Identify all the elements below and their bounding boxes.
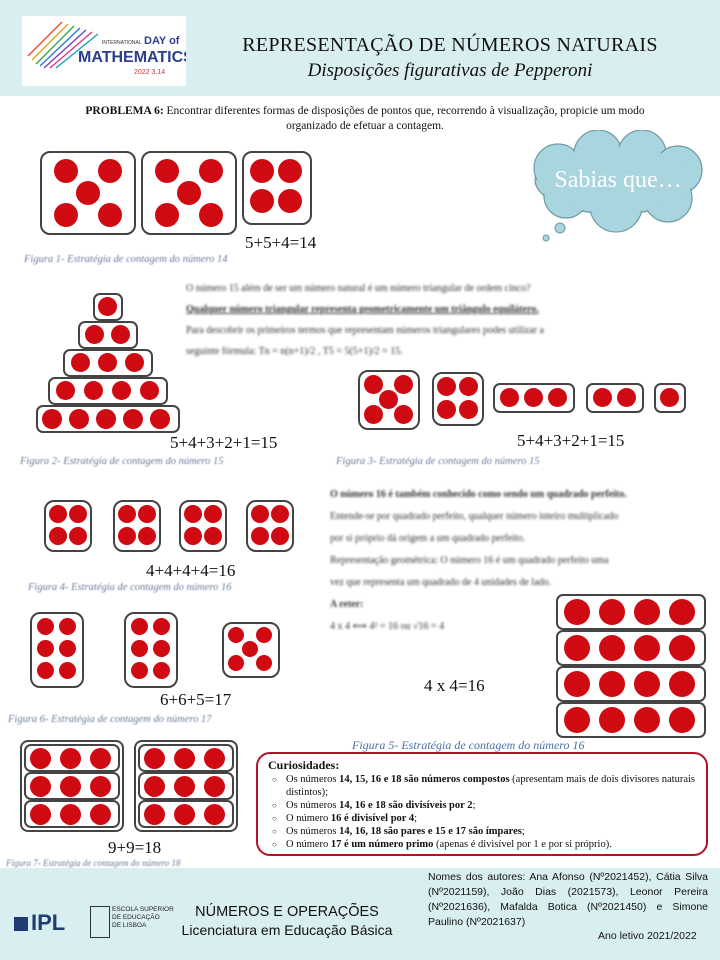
pepperoni-dot (140, 381, 159, 400)
pepperoni-dot (56, 381, 75, 400)
pepperoni-dot (155, 203, 179, 227)
course-title: NÚMEROS E OPERAÇÕES (195, 904, 379, 920)
svg-text:DAY of: DAY of (144, 35, 180, 47)
pepperoni-dot (30, 804, 51, 825)
pepperoni-dot (617, 388, 636, 407)
pepperoni-dot (85, 325, 104, 344)
bar-two (586, 383, 644, 413)
pepperoni-dot (174, 776, 195, 797)
pepperoni-dot (98, 297, 117, 316)
grid-row (24, 800, 120, 828)
course-subtitle: Licenciatura em Educação Básica (181, 922, 393, 938)
pepperoni-dot (204, 505, 222, 523)
svg-text:INTERNATIONAL: INTERNATIONAL (102, 40, 142, 46)
pepperoni-dot (131, 662, 148, 679)
pepperoni-dot (228, 655, 244, 671)
pepperoni-dot (204, 527, 222, 545)
pepperoni-dot (271, 505, 289, 523)
ipl-logo (14, 910, 65, 936)
pepperoni-dot (90, 776, 111, 797)
school-crest-icon (90, 906, 110, 938)
pepperoni-dot (123, 409, 143, 429)
logo-graphic (22, 16, 186, 86)
pepperoni-dot (256, 655, 272, 671)
pepperoni-dot (548, 388, 567, 407)
pepperoni-dot (111, 325, 130, 344)
pepperoni-dot (599, 671, 625, 697)
pepperoni-dot (59, 640, 76, 657)
pepperoni-dot (37, 662, 54, 679)
pepperoni-dot (144, 804, 165, 825)
fig1-caption: Figura 1- Estratégia de contagem do número 14 (24, 254, 228, 265)
grid-row (24, 772, 120, 800)
curiosities-list (268, 773, 696, 851)
grid-nine-a (20, 740, 124, 832)
pepperoni-dot (199, 203, 223, 227)
die-four-a (44, 500, 92, 552)
triangle-row-5 (36, 405, 180, 433)
grid-row (24, 744, 120, 772)
die-six-b (124, 612, 178, 688)
triangular-number-text (186, 278, 702, 362)
text16-line7: 4 x 4 ⟺ 4² = 16 ou √16 = 4 (330, 621, 445, 632)
authors-text: Nomes dos autores: Ana Afonso (Nº2021452), Cátia Silva (Nº2021159), João Dias (2021573), Leonor Pereira (Nº2021636), Mafalda Botica (Nº2021450) e Simone Paulino (Nº2021637) (428, 871, 708, 928)
pepperoni-dot (118, 505, 136, 523)
pepperoni-dot (364, 375, 383, 394)
pepperoni-dot (174, 748, 195, 769)
bar-three (493, 383, 575, 413)
fig7-caption: Figura 7- Estratégia de contagem do número 18 (6, 858, 181, 868)
die-four-c (179, 500, 227, 552)
poster-title: REPRESENTAÇÃO DE NÚMEROS NATURAIS (242, 34, 658, 56)
pepperoni-dot (60, 804, 81, 825)
pepperoni-dot (98, 203, 122, 227)
pepperoni-dot (69, 527, 87, 545)
triangle-row-3 (63, 349, 153, 377)
grid-row (138, 800, 234, 828)
die-six-a (30, 612, 84, 688)
pepperoni-dot (131, 618, 148, 635)
die-five (40, 151, 136, 235)
triangle-row-4 (48, 377, 168, 405)
curiosities-box (256, 752, 708, 856)
pepperoni-dot (564, 635, 590, 661)
pepperoni-dot (564, 671, 590, 697)
pepperoni-dot (204, 748, 225, 769)
curiosity-item: ○ Os números 14, 16 e 18 são divisíveis por 2; (278, 799, 696, 812)
pepperoni-dot (184, 527, 202, 545)
text15-line1: O número 15 além de ser um número natural é um número triangular de ordem cinco? (186, 283, 531, 294)
pepperoni-dot (174, 804, 195, 825)
bar-one (654, 383, 686, 413)
pepperoni-dot (634, 599, 660, 625)
pepperoni-dot (96, 409, 116, 429)
pepperoni-dot (54, 203, 78, 227)
svg-text:2022 3.14: 2022 3.14 (134, 69, 166, 76)
pepperoni-dot (242, 641, 258, 657)
triangle-row-2 (78, 321, 138, 349)
grid-row (138, 772, 234, 800)
pepperoni-dot (271, 527, 289, 545)
pepperoni-dot (524, 388, 543, 407)
pepperoni-dot (153, 618, 170, 635)
die-five-small (358, 370, 420, 430)
pepperoni-dot (60, 748, 81, 769)
pepperoni-dot (59, 618, 76, 635)
pepperoni-dot (250, 159, 274, 183)
die-four-d (246, 500, 294, 552)
fig6-equation: 6+6+5=17 (160, 690, 232, 709)
pepperoni-dot (634, 635, 660, 661)
text16-line5: vez que representa um quadrado de 4 unidades de lado. (330, 577, 552, 588)
fig5-caption: Figura 5- Estratégia de contagem do número 16 (352, 738, 585, 752)
pepperoni-dot (564, 707, 590, 733)
pepperoni-dot (144, 748, 165, 769)
pepperoni-dot (251, 527, 269, 545)
fig2-caption: Figura 2- Estratégia de contagem do número 15 (20, 456, 224, 467)
square-row-4 (556, 702, 706, 738)
curiosity-item: ○ Os números 14, 16, 18 são pares e 15 e 17 são ímpares; (278, 825, 696, 838)
pepperoni-dot (634, 671, 660, 697)
poster-subtitle: Disposições figurativas de Pepperoni (307, 60, 593, 81)
die-four (242, 151, 312, 225)
pepperoni-dot (118, 527, 136, 545)
pepperoni-dot (177, 181, 201, 205)
pepperoni-dot (660, 388, 679, 407)
pepperoni-dot (564, 599, 590, 625)
pepperoni-dot (251, 505, 269, 523)
cloud-text: Sabias que… (554, 167, 682, 193)
fig4-equation: 4+4+4+4=16 (146, 561, 236, 580)
fig1-equation: 5+5+4=14 (245, 233, 317, 252)
die-four-b (113, 500, 161, 552)
curiosities-title: Curiosidades: (268, 758, 340, 772)
text15-line2: Qualquer número triangular representa geometricamente um triângulo equilátero. (186, 304, 539, 315)
pepperoni-dot (204, 804, 225, 825)
pepperoni-dot (49, 527, 67, 545)
pepperoni-dot (30, 748, 51, 769)
pepperoni-dot (30, 776, 51, 797)
pepperoni-dot (98, 159, 122, 183)
pepperoni-dot (278, 189, 302, 213)
square-row-2 (556, 630, 706, 666)
pepperoni-dot (69, 409, 89, 429)
curiosity-item: ○ O número 16 é divisível por 4; (278, 812, 696, 825)
pepperoni-dot (599, 635, 625, 661)
pepperoni-dot (59, 662, 76, 679)
pepperoni-dot (131, 640, 148, 657)
fig4-caption: Figura 4- Estratégia de contagem do número 16 (28, 582, 232, 593)
text16-line4: Representação geométrica: O número 16 é um quadrado perfeito uma (330, 555, 609, 566)
problem-text: Encontrar diferentes formas de disposições de pontos que, recorrendo à visualização, propicie um modo organizado de efetuar a contagem. (166, 105, 645, 132)
pepperoni-dot (184, 505, 202, 523)
pepperoni-dot (364, 405, 383, 424)
pepperoni-dot (437, 400, 456, 419)
pepperoni-dot (437, 377, 456, 396)
pepperoni-dot (669, 635, 695, 661)
ipl-logo-text: IPL (31, 910, 66, 935)
pepperoni-dot (394, 375, 413, 394)
pepperoni-dot (98, 353, 117, 372)
pepperoni-dot (669, 599, 695, 625)
pepperoni-dot (138, 505, 156, 523)
fig3-caption: Figura 3- Estratégia de contagem do número 15 (336, 456, 540, 467)
pepperoni-dot (90, 804, 111, 825)
die-five-c (222, 622, 280, 678)
pepperoni-dot (112, 381, 131, 400)
pepperoni-dot (634, 707, 660, 733)
triangle-row-1 (93, 293, 123, 321)
fig7-equation: 9+9=18 (108, 838, 162, 857)
curiosity-item: ○ Os números 14, 15, 16 e 18 são números compostos (apresentam mais de dois divisores naturais distintos); (278, 773, 696, 799)
problem-label: PROBLEMA 6: (85, 105, 164, 117)
square-row-1 (556, 594, 706, 630)
text16-line2: Entende-se por quadrado perfeito, qualquer número inteiro multiplicado (330, 511, 619, 522)
text15-line4: seguinte fórmula: Tn = n(n+1)/2 , T5 = 5(5+1)/2 = 15. (186, 346, 403, 357)
ipl-mark-icon (14, 917, 28, 931)
square-row-3 (556, 666, 706, 702)
pepperoni-dot (669, 707, 695, 733)
pepperoni-dot (60, 776, 81, 797)
grid-row (138, 744, 234, 772)
pi-day-logo (22, 16, 186, 86)
pepperoni-dot (599, 707, 625, 733)
svg-text:MATHEMATICS: MATHEMATICS (78, 49, 186, 66)
pepperoni-dot (76, 181, 100, 205)
pepperoni-dot (250, 189, 274, 213)
pepperoni-dot (90, 748, 111, 769)
pepperoni-dot (54, 159, 78, 183)
die-four-small (432, 372, 484, 426)
fig5-equation: 4 x 4=16 (424, 676, 485, 695)
pepperoni-dot (155, 159, 179, 183)
pepperoni-dot (69, 505, 87, 523)
pepperoni-dot (256, 627, 272, 643)
pepperoni-dot (500, 388, 519, 407)
pepperoni-dot (84, 381, 103, 400)
pepperoni-dot (199, 159, 223, 183)
pepperoni-dot (125, 353, 144, 372)
pepperoni-dot (153, 662, 170, 679)
curiosity-item: ○ O número 17 é um número primo (apenas é divisível por 1 e por si próprio). (278, 838, 696, 851)
pepperoni-dot (669, 671, 695, 697)
school-year: Ano letivo 2021/2022 (598, 930, 697, 942)
pepperoni-dot (278, 159, 302, 183)
pepperoni-dot (228, 627, 244, 643)
text15-line3: Para descobrir os primeiros termos que representam números triangulares podes utilizar a (186, 325, 544, 336)
pepperoni-dot (150, 409, 170, 429)
pepperoni-dot (71, 353, 90, 372)
pepperoni-dot (37, 618, 54, 635)
die-five (141, 151, 237, 235)
pepperoni-dot (459, 377, 478, 396)
text16-line3: por si próprio dá origem a um quadrado perfeito. (330, 533, 526, 544)
pepperoni-dot (144, 776, 165, 797)
pepperoni-dot (379, 390, 398, 409)
fig2-equation: 5+4+3+2+1=15 (170, 433, 278, 452)
fig6-caption: Figura 6- Estratégia de contagem do número 17 (8, 714, 212, 725)
fig3-equation: 5+4+3+2+1=15 (517, 431, 625, 450)
text16-line1: O número 16 é também conhecido como sendo um quadrado perfeito. (330, 489, 627, 500)
pepperoni-dot (204, 776, 225, 797)
pepperoni-dot (459, 400, 478, 419)
pepperoni-dot (37, 640, 54, 657)
school-name: ESCOLA SUPERIOR DE EDUCAÇÃO DE LISBOA (112, 906, 174, 929)
pepperoni-dot (394, 405, 413, 424)
pepperoni-dot (138, 527, 156, 545)
pepperoni-dot (593, 388, 612, 407)
text16-line6: A reter: (330, 599, 364, 610)
grid-nine-b (134, 740, 238, 832)
pepperoni-dot (599, 599, 625, 625)
pepperoni-dot (49, 505, 67, 523)
pepperoni-dot (42, 409, 62, 429)
pepperoni-dot (153, 640, 170, 657)
